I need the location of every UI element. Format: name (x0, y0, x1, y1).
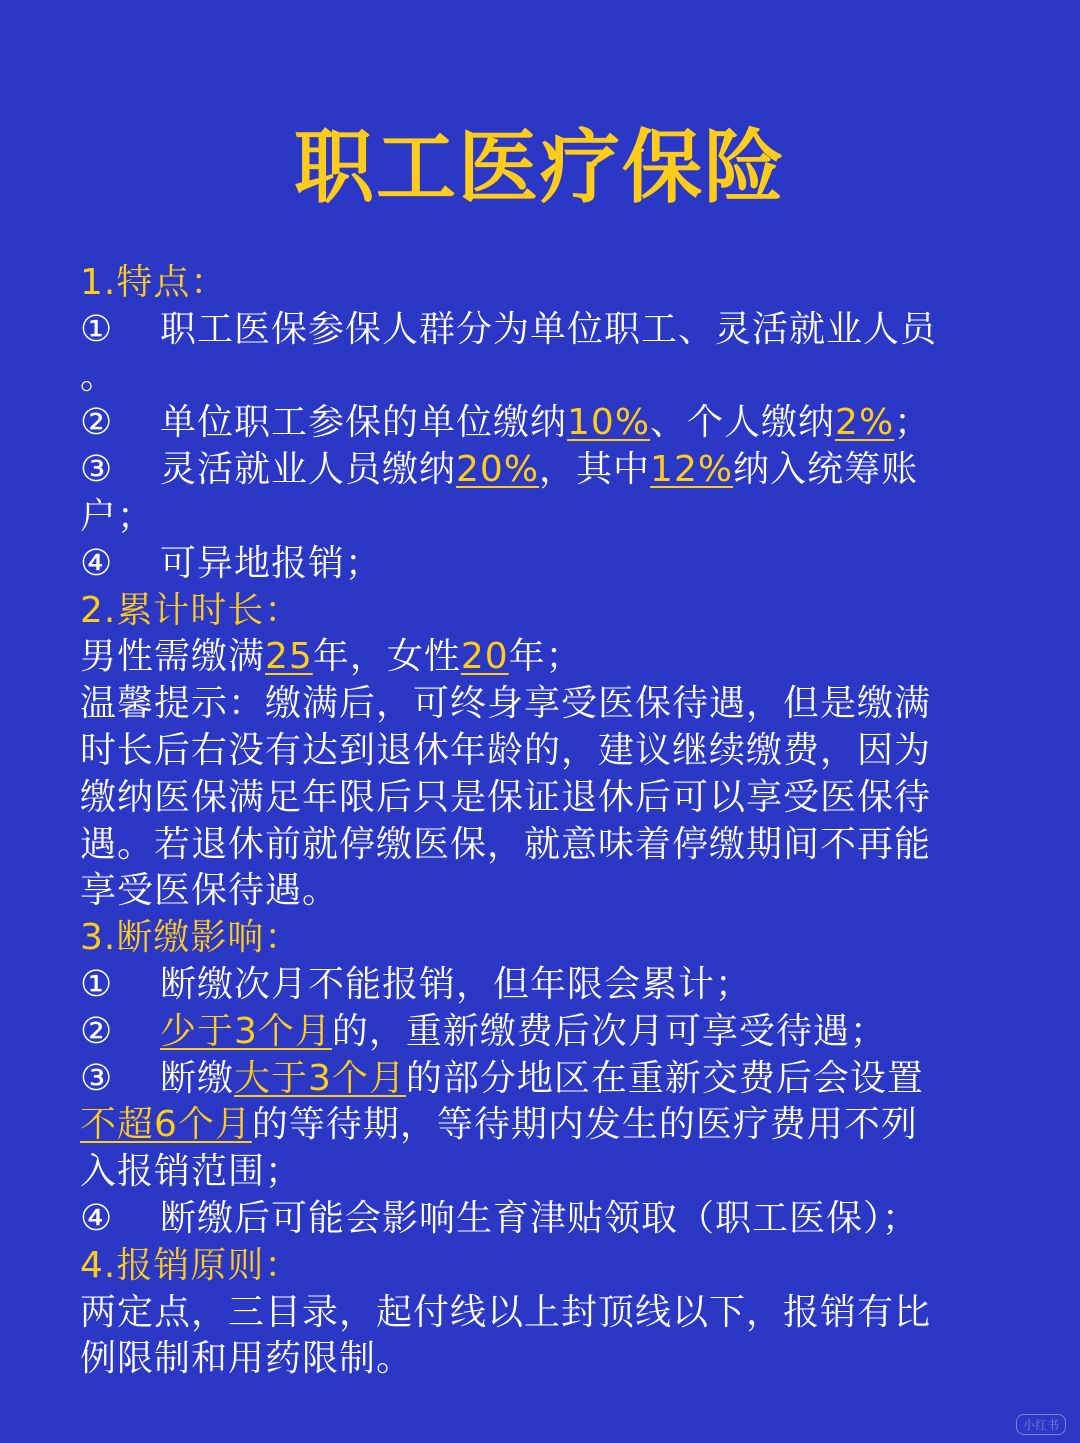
item-text: 的等待期，等待期内发生的医疗费用不列 (251, 1104, 918, 1146)
item-text: ，其中 (539, 449, 651, 491)
item-text: 断缴 (160, 1057, 235, 1099)
item-text: 、个人缴纳 (650, 402, 836, 444)
item-number: ① (80, 308, 114, 350)
highlight-period: 不超6个月 (80, 1104, 252, 1146)
item-text: 职工医保参保人群分为单位职工、灵活就业人员 (160, 308, 938, 350)
duration-text: 男性需缴满 (80, 636, 266, 678)
tip-line: 缴纳医保满足年限后只是保证退休后可以享受医保待 (80, 776, 932, 818)
duration-text: 年； (508, 636, 583, 678)
list-item (80, 1009, 1020, 1056)
item-number: ② (80, 1010, 114, 1052)
item-text: 单位职工参保的单位缴纳 (160, 402, 568, 444)
tip-line: 享受医保待遇。 (80, 870, 340, 912)
item-text-continuation: 。 (80, 355, 118, 397)
item-number: ④ (80, 542, 114, 584)
section-heading-duration: 2.累计时长： (80, 589, 302, 631)
tip-line: 温馨提示：缴满后，可终身享受医保待遇，但是缴满 (80, 683, 932, 725)
tip-line: 遇。若退休前就停缴医保，就意味着停缴期间不再能 (80, 823, 932, 865)
section-heading-reimbursement: 4.报销原则： (80, 1244, 302, 1286)
item-number: ③ (80, 449, 114, 491)
highlight-rate: 2% (835, 402, 895, 444)
item-text: 灵活就业人员缴纳 (160, 449, 457, 491)
list-item (80, 400, 1020, 447)
duration-line (80, 634, 1020, 681)
item-text: 断缴次月不能报销，但年限会累计； (160, 963, 753, 1005)
list-item (80, 962, 1020, 1009)
list-item (80, 447, 1020, 494)
principle-line: 例限制和用药限制。 (80, 1338, 414, 1380)
item-text: ； (894, 402, 932, 444)
duration-text: 年，女性 (312, 636, 461, 678)
item-text: 可异地报销； (160, 542, 383, 584)
highlight-rate: 20% (456, 449, 540, 491)
list-item (80, 1196, 1020, 1243)
item-text: 的，重新缴费后次月可享受待遇； (331, 1010, 887, 1052)
watermark-logo: 小红书 (1016, 1414, 1066, 1435)
highlight-rate: 12% (650, 449, 734, 491)
tip-line: 时长后右没有达到退休年龄的，建议继续缴费，因为 (80, 729, 932, 771)
highlight-years: 20 (460, 636, 509, 678)
highlight-period: 大于3个月 (234, 1057, 406, 1099)
list-item (80, 541, 1020, 588)
item-text: 断缴后可能会影响生育津贴领取（职工医保）； (160, 1197, 920, 1239)
highlight-period: 少于3个月 (160, 1010, 332, 1052)
item-number: ④ (80, 1197, 114, 1239)
item-text-continuation: 入报销范围； (80, 1151, 303, 1193)
section-heading-interruption: 3.断缴影响： (80, 917, 302, 959)
item-text: 的部分地区在重新交费后会设置 (405, 1057, 924, 1099)
highlight-rate: 10% (567, 402, 651, 444)
item-text-continuation: 户； (80, 495, 155, 537)
principle-line: 两定点，三目录，起付线以上封顶线以下，报销有比 (80, 1291, 932, 1333)
item-number: ② (80, 402, 114, 444)
article-body (80, 260, 1020, 1383)
item-number: ① (80, 963, 114, 1005)
item-text: 纳入统筹账 (733, 449, 919, 491)
item-text-continuation (80, 1102, 1020, 1149)
highlight-years: 25 (265, 636, 313, 678)
section-heading-features: 1.特点： (80, 262, 228, 303)
list-item (80, 1056, 1020, 1103)
list-item (80, 307, 1020, 354)
item-number: ③ (80, 1057, 114, 1099)
page-title: 职工医疗保险 (294, 121, 786, 214)
